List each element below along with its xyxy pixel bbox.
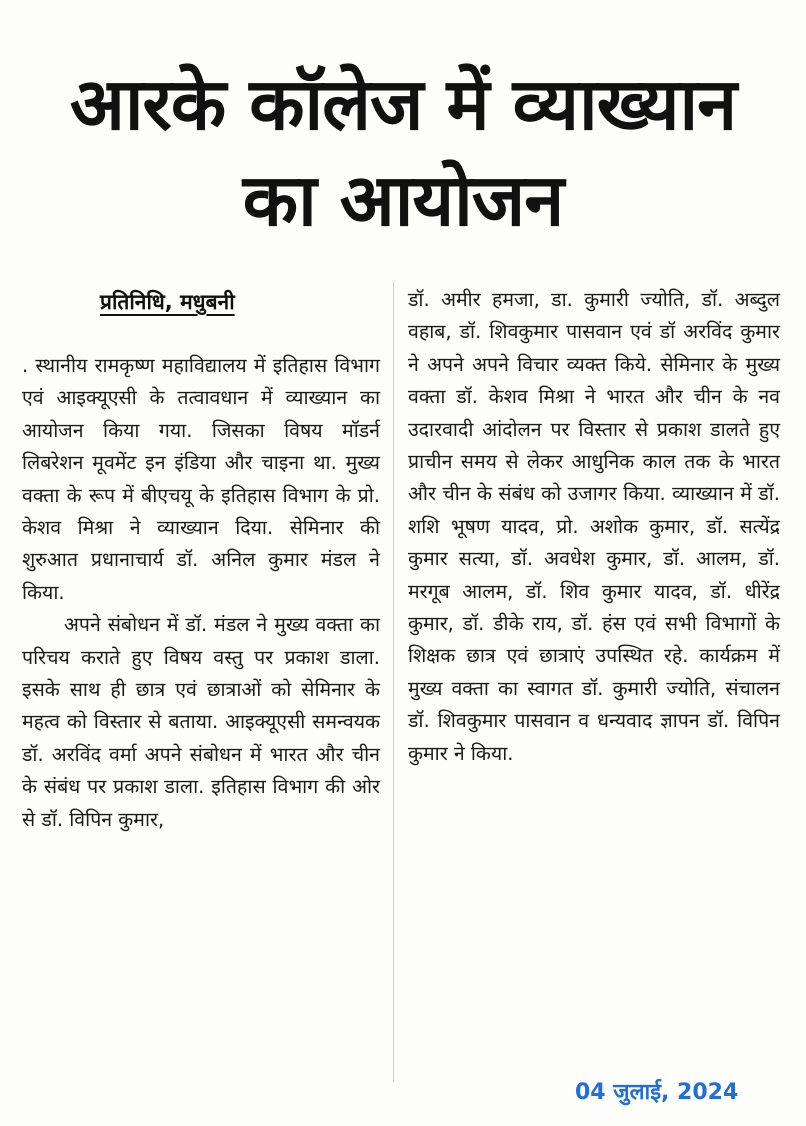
article-paragraph: . स्थानीय रामकृष्ण महाविद्यालय में इतिहास विभाग एवं आइक्यूएसी के तत्वावधान में व्याख्यान का आयोजन किया गया. जिसका विषय मॉडर्न लिबरेशन मूवमेंट इन इंडिया और चाइना था. मुख्य वक्ता के रूप में बीएचयू के इतिहास विभाग के प्रो. केशव मिश्रा ने व्याख्यान दिया. सेमिनार की शुरुआत प्रधानाचार्य डॉ. अनिल कुमार मंडल ने किया. <box>22 354 380 604</box>
date-stamp: 04 जुलाई, 2024 <box>575 1080 739 1105</box>
headline-line-2: का आयोजन <box>242 158 564 242</box>
article-column-left <box>22 350 380 836</box>
byline: प्रतिनिधि, मधुबनी <box>100 290 235 314</box>
column-divider <box>393 282 394 1082</box>
article-column-right <box>408 284 780 770</box>
article-paragraph: अपने संबोधन में डॉ. मंडल ने मुख्य वक्ता का परिचय कराते हुए विषय वस्तु पर प्रकाश डाला. इसके साथ ही छात्र एवं छात्राओं को सेमिनार के महत्व को विस्तार से बताया. आइक्यूएसी समन्वयक डॉ. अरविंद वर्मा अपने संबोधन में भारत और चीन के संबंध पर प्रकाश डाला. इतिहास विभाग की ओर से डॉ. विपिन कुमार, <box>22 613 380 831</box>
headline-line-1: आरके कॉलेज में व्याख्यान <box>69 62 737 146</box>
headline <box>0 58 806 250</box>
article-paragraph: डॉ. अमीर हमजा, डा. कुमारी ज्योति, डॉ. अब्दुल वहाब, डॉ. शिवकुमार पासवान एवं डॉ अरविंद कुमार ने अपने अपने विचार व्यक्त किये. सेमिनार के मुख्य वक्ता डॉ. केशव मिश्रा ने भारत और चीन के नव उदारवादी आंदोलन पर विस्तार से प्रकाश डालते हुए प्राचीन समय से लेकर आधुनिक काल तक के भारत और चीन के संबंध को उजागर किया. व्याख्यान में डॉ. शशि भूषण यादव, प्रो. अशोक कुमार, डॉ. सत्येंद्र कुमार सत्या, डॉ. अवधेश कुमार, डॉ. आलम, डॉ. मरगूब आलम, डॉ. शिव कुमार यादव, डॉ. धीरेंद्र कुमार, डॉ. डीके राय, डॉ. हंस एवं सभी विभागों के शिक्षक छात्र एवं छात्राएं उपस्थित रहे. कार्यक्रम में मुख्य वक्ता का स्वागत डॉ. कुमारी ज्योति, संचालन डॉ. शिवकुमार पासवान व धन्यवाद ज्ञापन डॉ. विपिन कुमार ने किया. <box>408 288 780 765</box>
